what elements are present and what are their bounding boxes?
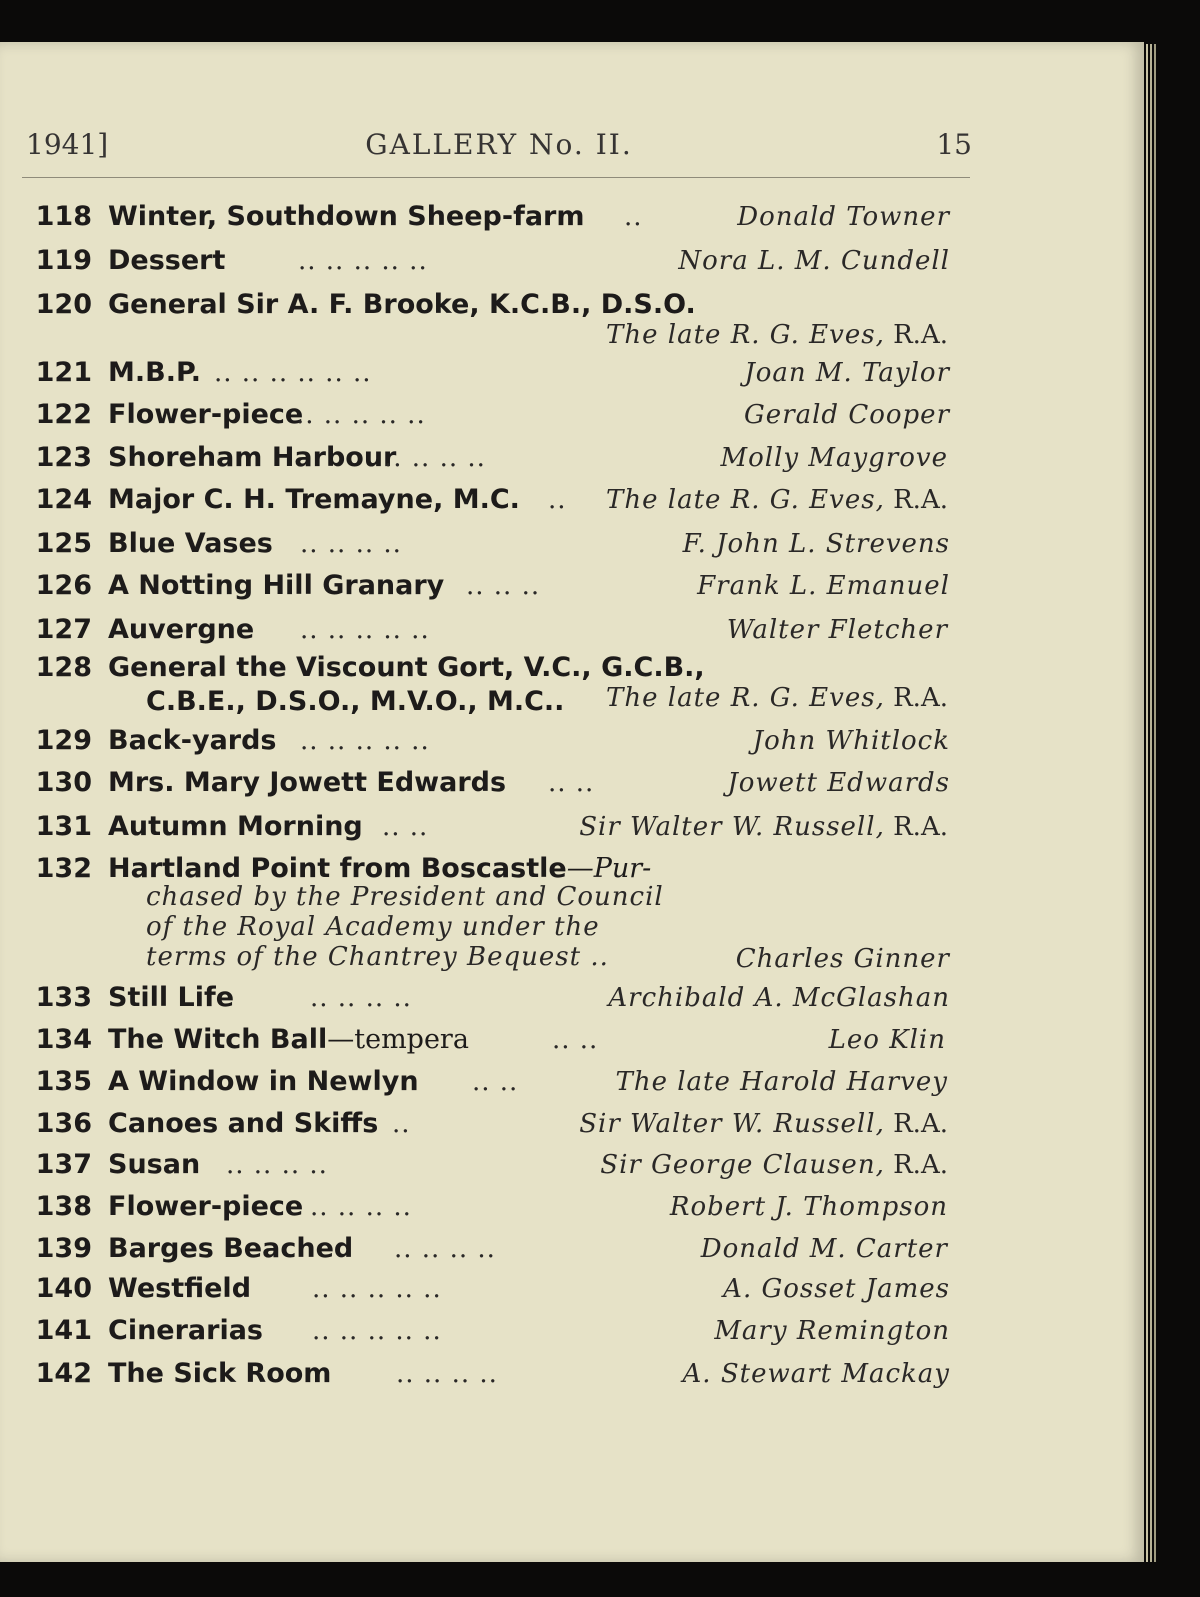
entry-title-text: Autumn Morning: [108, 811, 363, 842]
entry-title-text: Canoes and Skiffs: [108, 1108, 379, 1139]
artist-name: [723, 1272, 950, 1306]
dot-leader: .. .. .. .. ..: [300, 615, 430, 645]
artist-name-text: Donald Towner: [737, 202, 950, 232]
entry-title: [108, 527, 273, 561]
catalogue-entry: [0, 288, 948, 360]
artist-name: [701, 1232, 948, 1266]
purchase-note-line: terms of the Chantrey Bequest ..: [146, 942, 609, 972]
entry-title-text: Auvergne: [108, 614, 255, 645]
artist-name: [606, 483, 948, 517]
entry-number: 138: [35, 1191, 92, 1222]
entry-number: 131: [35, 811, 92, 842]
entry-title-text: Westfield: [108, 1273, 252, 1304]
dot-leader: .. .. .. ..: [226, 1150, 328, 1180]
dot-leader: .. .. .. ..: [394, 1234, 496, 1264]
artist-name-text: Sir George Clausen,: [600, 1150, 885, 1180]
entry-number: 135: [35, 1066, 92, 1097]
dot-leader: .. ..: [382, 812, 429, 842]
entry-title: [108, 288, 696, 322]
entry-number: 127: [35, 614, 92, 645]
artist-name: [606, 681, 948, 715]
artist-name: [600, 1148, 948, 1182]
dot-leader: ..: [548, 485, 567, 515]
artist-name-text: A. Stewart Mackay: [682, 1359, 950, 1389]
entry-title-text: Shoreham Harbour: [108, 442, 397, 473]
entry-number: 132: [35, 853, 92, 884]
entry-title: [108, 244, 225, 278]
entry-number: 118: [35, 201, 92, 232]
entry-title: [108, 810, 363, 844]
dot-leader: .. .. .. ..: [396, 1359, 498, 1389]
purchase-note: [146, 882, 664, 972]
artist-honour: R.A.: [884, 485, 948, 515]
dot-leader: .. .. ..: [466, 571, 541, 601]
entry-number: 140: [35, 1273, 92, 1304]
page-edge: [1150, 44, 1152, 1562]
artist-name-text: John Whitlock: [752, 726, 950, 756]
entry-number: 121: [35, 357, 92, 388]
entry-number: 125: [35, 528, 92, 559]
gallery-title: GALLERY No. II.: [365, 128, 633, 161]
artist-name-text: Frank L. Emanuel: [697, 571, 950, 601]
artist-name: [744, 398, 950, 432]
artist-honour: R.A.: [884, 1109, 948, 1139]
dot-leader: .. ..: [548, 768, 595, 798]
entry-title-text: Mrs. Mary Jowett Edwards: [108, 767, 507, 798]
artist-honour: R.A.: [884, 683, 948, 713]
entry-title: [108, 1232, 353, 1266]
entry-number: 129: [35, 725, 92, 756]
artist-name-text: Charles Ginner: [735, 944, 950, 974]
dot-leader: .. .. .. ..: [384, 443, 486, 473]
artist-name-text: Donald M. Carter: [700, 1234, 948, 1264]
purchase-note-line: of the Royal Academy under the: [146, 912, 600, 942]
dot-leader: .. .. .. ..: [310, 1192, 412, 1222]
artist-name-text: Sir Walter W. Russell,: [579, 1109, 885, 1139]
entry-title-text: A Notting Hill Granary: [108, 570, 445, 601]
entry-title: [108, 569, 444, 603]
dot-leader: .. ..: [472, 1067, 519, 1097]
artist-name: [727, 613, 948, 647]
artist-name-text: Gerald Cooper: [744, 400, 950, 430]
entry-number: 133: [35, 982, 92, 1013]
entry-number: 141: [35, 1315, 92, 1346]
artist-name-text: Archibald A. McGlashan: [608, 983, 950, 1013]
artist-name: [683, 527, 950, 561]
entry-title: [108, 724, 277, 758]
artist-honour: R.A.: [884, 320, 948, 350]
artist-name: [714, 1314, 950, 1348]
entry-title: [108, 441, 396, 475]
entry-title-text: Winter, Southdown Sheep-farm: [108, 201, 585, 232]
entry-title: [108, 200, 585, 234]
catalogue-entry: [0, 651, 948, 723]
artist-name: [753, 724, 950, 758]
entry-number: 128: [35, 652, 92, 683]
entry-title: [108, 766, 506, 800]
entry-title: [108, 1107, 378, 1141]
entry-number: 126: [35, 570, 92, 601]
entry-number: 119: [35, 245, 92, 276]
artist-name: [606, 318, 948, 352]
artist-name: [737, 200, 950, 234]
artist-name: [744, 356, 950, 390]
entry-title-text: Blue Vases: [108, 528, 273, 559]
artist-name-text: The late R. G. Eves,: [606, 683, 885, 713]
artist-name-text: The late R. G. Eves,: [606, 320, 885, 350]
artist-name: [579, 810, 948, 844]
entry-number: 134: [35, 1024, 92, 1055]
entry-title: [108, 1023, 469, 1057]
artist-name: [721, 441, 948, 475]
entry-number: 120: [35, 289, 92, 320]
entry-title-line2: C.B.E., D.S.O., M.V.O., M.C..: [146, 686, 565, 717]
page-edge: [1154, 44, 1156, 1562]
artist-name-text: Molly Maygrove: [720, 443, 948, 473]
entry-title: [108, 356, 201, 390]
entry-number: 136: [35, 1108, 92, 1139]
dot-leader: .. .. .. ..: [300, 529, 402, 559]
entry-title: [108, 1065, 419, 1099]
entry-number: 123: [35, 442, 92, 473]
entry-title: [108, 1357, 331, 1391]
purchase-note-line: chased by the President and Council: [146, 882, 664, 912]
dot-leader: ..: [392, 1109, 411, 1139]
entry-title-text: Flower-piece: [108, 1191, 304, 1222]
artist-name-text: F. John L. Strevens: [682, 529, 950, 559]
entry-title-text: The Witch Ball: [108, 1024, 328, 1055]
dot-leader: .. .. .. ..: [310, 983, 412, 1013]
artist-name-text: Sir Walter W. Russell,: [579, 812, 885, 842]
entry-title: [108, 398, 303, 432]
entry-number: 142: [35, 1358, 92, 1389]
artist-name-text: Jowett Edwards: [727, 768, 950, 798]
artist-name: [608, 981, 950, 1015]
artist-name: [579, 1107, 948, 1141]
entry-title-text: Dessert: [108, 245, 226, 276]
entry-title: [108, 1314, 263, 1348]
artist-name: [736, 942, 950, 976]
artist-name-text: The late R. G. Eves,: [606, 485, 885, 515]
artist-name: [727, 766, 950, 800]
page-edge: [1146, 44, 1148, 1562]
dot-leader: .. .. .. .. ..: [300, 726, 430, 756]
catalogue-entry: [0, 852, 950, 974]
entry-number: 122: [35, 399, 92, 430]
artist-honour: R.A.: [884, 1150, 948, 1180]
dot-leader: .. ..: [552, 1025, 599, 1055]
year-label: 1941]: [26, 128, 109, 161]
page-number: 15: [936, 128, 972, 161]
entry-title: [108, 651, 705, 685]
artist-name-text: Nora L. M. Cundell: [678, 246, 950, 276]
catalogue-entry: [0, 1357, 950, 1429]
artist-name: [697, 569, 950, 603]
entry-title: [108, 1272, 251, 1306]
entry-title-text: Hartland Point from Boscastle: [108, 853, 567, 884]
artist-name-text: A. Gosset James: [723, 1274, 950, 1304]
artist-name: [615, 1065, 948, 1099]
entry-title-text: General the Viscount Gort, V.C., G.C.B.,: [108, 652, 705, 683]
dot-leader: ..: [624, 202, 643, 232]
entry-title-italic: —Pur-: [566, 853, 652, 884]
entry-title: [108, 613, 254, 647]
entry-title-text: M.B.P.: [108, 357, 202, 388]
entry-number: 137: [35, 1149, 92, 1180]
artist-name-text: The late Harold Harvey: [615, 1067, 948, 1097]
artist-name-text: Mary Remington: [714, 1316, 950, 1346]
entry-title: [108, 1148, 200, 1182]
dot-leader: .. .. .. .. .. ..: [214, 358, 372, 388]
artist-name-text: Leo Klin: [828, 1025, 946, 1055]
entry-title-text: The Sick Room: [108, 1358, 332, 1389]
entry-medium: —tempera: [327, 1024, 469, 1055]
artist-name-text: Robert J. Thompson: [669, 1192, 948, 1222]
entry-title: [108, 852, 651, 886]
entry-title: [108, 483, 520, 517]
dot-leader: .. .. .. .. ..: [312, 1274, 442, 1304]
artist-name-text: Joan M. Taylor: [744, 358, 950, 388]
entry-title-text: Cinerarias: [108, 1315, 263, 1346]
entry-title: [108, 981, 234, 1015]
entry-number: 139: [35, 1233, 92, 1264]
artist-name-text: Walter Fletcher: [726, 615, 948, 645]
artist-name: [829, 1023, 946, 1057]
entry-title-text: Major C. H. Tremayne, M.C.: [108, 484, 520, 515]
entry-title-text: Back-yards: [108, 725, 277, 756]
artist-name: [670, 1190, 948, 1224]
artist-name: [683, 1357, 950, 1391]
entry-title-text: General Sir A. F. Brooke, K.C.B., D.S.O.: [108, 289, 696, 320]
entry-number: 124: [35, 484, 92, 515]
entry-title-text: Susan: [108, 1149, 201, 1180]
dot-leader: .. .. .. .. ..: [296, 400, 426, 430]
entry-title-text: Still Life: [108, 982, 235, 1013]
entry-title: [108, 1190, 303, 1224]
entry-title-text: Barges Beached: [108, 1233, 354, 1264]
entry-number: 130: [35, 767, 92, 798]
entry-title-text: Flower-piece: [108, 399, 304, 430]
dot-leader: .. .. .. .. ..: [298, 246, 428, 276]
dot-leader: .. .. .. .. ..: [312, 1316, 442, 1346]
entry-title-text: A Window in Newlyn: [108, 1066, 419, 1097]
artist-honour: R.A.: [884, 812, 948, 842]
artist-name: [678, 244, 950, 278]
